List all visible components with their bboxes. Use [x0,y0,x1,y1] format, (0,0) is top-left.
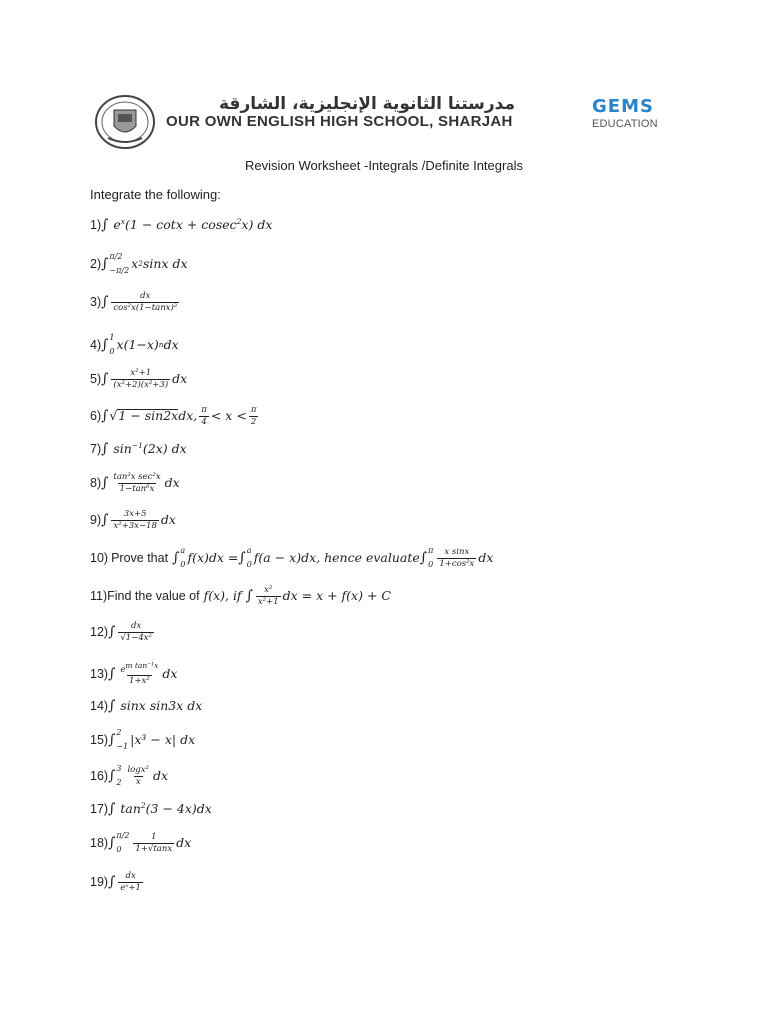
question-8 [90,473,180,493]
question-17 [90,802,212,816]
question-number: 3) [90,294,102,309]
gems-education-logo [590,96,680,136]
question-expression: ∫ $\frac{dx}{\text{√1−4x²}}$ [108,621,152,643]
question-expression: ∫ $\frac{\text{x²+1}}{\text{(x²+2)(x²+3)}}$ dx [101,368,188,390]
question-number: 14) [90,698,109,713]
school-name: OUR OWN ENGLISH HIGH SCHOOL, SHARJAH [166,113,513,130]
school-crest-icon [94,94,156,150]
question-number: 4) [90,337,102,352]
question-12 [90,622,156,642]
question-expression: ∫ 3 2 $\frac{\text{logx²}}{x}$ dx [108,764,169,787]
question-number: 12) [90,624,109,639]
gems-logo-word: GEMS [592,96,654,117]
question-number: 5) [90,371,102,386]
question-2 [90,253,188,275]
question-number: 19) [90,874,109,889]
question-number: 6) [90,408,102,423]
question-number: 16) [90,768,109,783]
question-19 [90,872,145,892]
question-6 [90,406,260,426]
question-15 [90,729,195,751]
question-7 [90,442,187,456]
question-number: 2) [90,256,102,271]
question-4 [90,334,179,356]
question-expression: f(x), if ∫ $\frac{\text{x²}}{\text{x²+1}}$ dx = x + f(x) + C [203,585,391,607]
gems-logo-subtitle: EDUCATION [592,118,658,130]
worksheet-instruction: Integrate the following: [90,187,221,202]
question-10 [90,547,493,569]
worksheet-title: Revision Worksheet -Integrals /Definite Integrals [245,158,523,173]
question-expression: ∫ $\sin^{-1}(2x)$ dx [101,441,187,458]
question-expression: ∫ $\frac{dx}{\text{eˣ+1}}$ [108,871,141,893]
question-number: 15) [90,732,109,747]
question-9 [90,510,176,530]
question-3 [90,292,181,312]
question-number: 13) [90,666,109,681]
question-expression: ∫ sinx sin3x dx [108,698,203,714]
question-11 [90,586,391,606]
question-number: 1) [90,217,102,232]
question-expression: ∫ a 0 f(x)dx = ∫ a 0 f(a − x)dx, hence evaluate ∫ π 0 $\frac{\text{x sinx}}{\text{1+cos²x}}$ dx [172,546,494,569]
question-expression: ∫ $\frac{dx}{\text{cos²x(1−tanx)²}}$ [101,291,178,313]
question-expression: ∫ $\frac{e^{m tan^{-1}x}}{\text{1+x²}}$ dx [108,661,178,687]
question-expression: ∫ $\frac{3x+5}{\text{x²+3x−18}}$ dx [101,509,176,531]
question-number: 11) [90,588,108,603]
question-expression: ∫ √ 1 − sin2x dx, $\frac{\pi}{4}$ < x < $\frac{\pi}{2}$ [101,405,257,427]
question-16 [90,765,168,787]
question-expression: ∫ 2 −1 |x³ − x| dx [108,728,196,751]
arabic-school-name: مدرستنا الثانوية الإنجليزية، الشارقة [219,94,515,114]
question-18 [90,832,191,854]
question-number: 18) [90,835,109,850]
question-13 [90,662,177,686]
question-number: 8) [90,475,102,490]
question-expression: ∫ 1 0 x(1−x) n dx [101,333,179,356]
question-number: 10) [90,550,109,565]
question-expression: ∫ $\tan^2(3 - 4x)dx$ [108,801,212,818]
question-expression: ∫ π/2 0 $\frac{1}{1+√\tan x}$ dx [108,831,192,854]
question-expression: ∫ $e^x(1 - \cot x + cosec^2x)$ dx [101,217,273,234]
question-lead-text: Prove that [111,550,169,565]
question-number: 9) [90,512,102,527]
question-number: 17) [90,801,109,816]
school-header [88,94,680,150]
question-1 [90,218,272,232]
question-lead-text: Find the value of [107,588,200,603]
question-expression: ∫ π/2 −π/2 x 2 sinx dx [101,252,188,275]
question-5 [90,369,187,389]
question-number: 7) [90,441,102,456]
question-expression: ∫ $\frac{\text{tan²x sec²x}}{\text{1−tan⁶x}}$ dx [101,472,180,494]
question-14 [90,699,202,713]
